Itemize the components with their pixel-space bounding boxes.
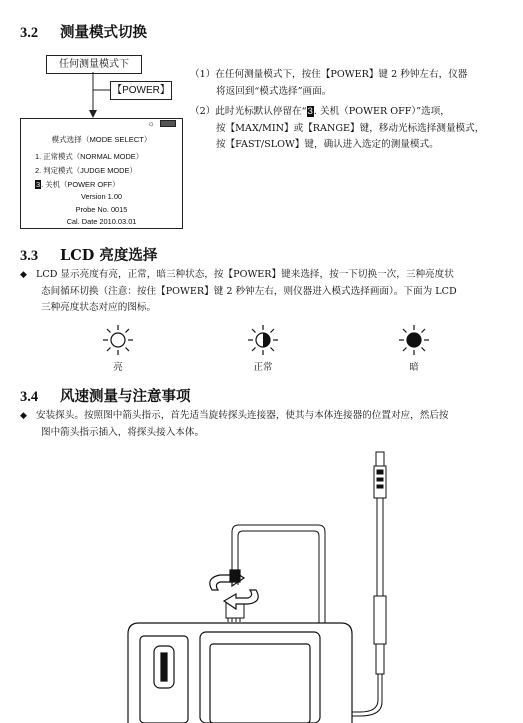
instrument-body [128, 623, 352, 723]
section-number: 3.4 [20, 389, 39, 405]
rotation-arrow-icon [210, 570, 258, 609]
lcd-version: Version 1.00 [80, 192, 123, 201]
step-1 [190, 67, 510, 100]
paragraph-line: 图中箭头指示插入，将探头接入本体。 [41, 426, 205, 438]
section-3-3-heading [20, 244, 157, 265]
step-number: （2） [190, 106, 216, 117]
section-3-4-heading [20, 385, 191, 406]
brightness-bright-icon [102, 324, 134, 356]
section-title: LCD 亮度选择 [60, 247, 158, 264]
section-number: 3.2 [20, 25, 39, 41]
section-title: 测量模式切换 [60, 24, 147, 41]
step-text-line: . 关机（POWER OFF）”选项， [313, 106, 450, 117]
power-button-box [110, 81, 172, 100]
probe-installation-illustration [120, 450, 420, 723]
step-number: （1） [190, 69, 216, 80]
label-bright: 亮 [113, 362, 123, 373]
flow-top-label: 任何测量模式下 [59, 59, 129, 70]
step-2 [190, 104, 510, 154]
lcd-item-judge: 2. 判定模式（JUDGE MODE） [35, 166, 137, 175]
battery-icon [160, 120, 176, 127]
lcd-item-power-off-label: . 关机（POWER OFF） [41, 180, 120, 189]
section-number: 3.3 [20, 248, 39, 264]
label-normal: 正常 [253, 362, 273, 373]
section-3-2-heading [20, 21, 147, 42]
bullet: ◆ [20, 270, 27, 280]
cursor-marker: 3 [307, 106, 313, 117]
step-text-line: 将返回到“模式选择”画面。 [216, 85, 332, 97]
lcd-cal-date: Cal. Date 2010.03.01 [66, 217, 137, 226]
section-title: 风速测量与注意事项 [60, 388, 191, 405]
lcd-item-normal: 1. 正常模式（NORMAL MODE） [35, 152, 144, 161]
step-text-line: 此时光标默认停留在“ [215, 106, 307, 117]
paragraph-line: 安装探头。按照图中箭头指示，首先适当旋转探头连接器，使其与本体连接器的位置对应，然后按 [35, 410, 449, 421]
lcd-probe: Probe No. 0015 [75, 205, 128, 214]
paragraph-line: 三种亮度状态对应的图标。 [41, 302, 157, 313]
bullet: ◆ [20, 411, 27, 421]
brightness-icon: ☼ [147, 119, 155, 128]
step-text-line: 按【FAST/SLOW】键，确认进入选定的测量模式。 [216, 139, 439, 150]
lcd-menu-title: 模式选择（MODE SELECT） [51, 135, 152, 144]
step-text-line: 按【MAX/MIN】或【RANGE】键，移动光标选择测量模式， [216, 122, 485, 134]
power-button-label: 【POWER】 [112, 85, 170, 96]
lcd-status-icons [147, 117, 176, 130]
section-3-3-paragraph [20, 267, 510, 317]
label-dark: 暗 [409, 362, 419, 373]
brightness-dark-icon [398, 324, 430, 356]
paragraph-line: 态间循环切换（注意：按住【POWER】键 2 秒钟左右，则仪器进入模式选择画面）。下面为 LCD [41, 285, 457, 297]
section-3-4-paragraph [20, 408, 510, 441]
brightness-normal-icon [247, 324, 279, 356]
paragraph-line: LCD 显示亮度有亮，正常，暗三种状态，按【POWER】键来选择，按一下切换一次，三种亮度状 [35, 269, 454, 280]
lcd-screen [20, 118, 183, 229]
lcd-cursor: 3 [36, 180, 41, 189]
step-text-line: 在任何测量模式下，按住【POWER】键 2 秒钟左右，仪器 [215, 69, 468, 80]
